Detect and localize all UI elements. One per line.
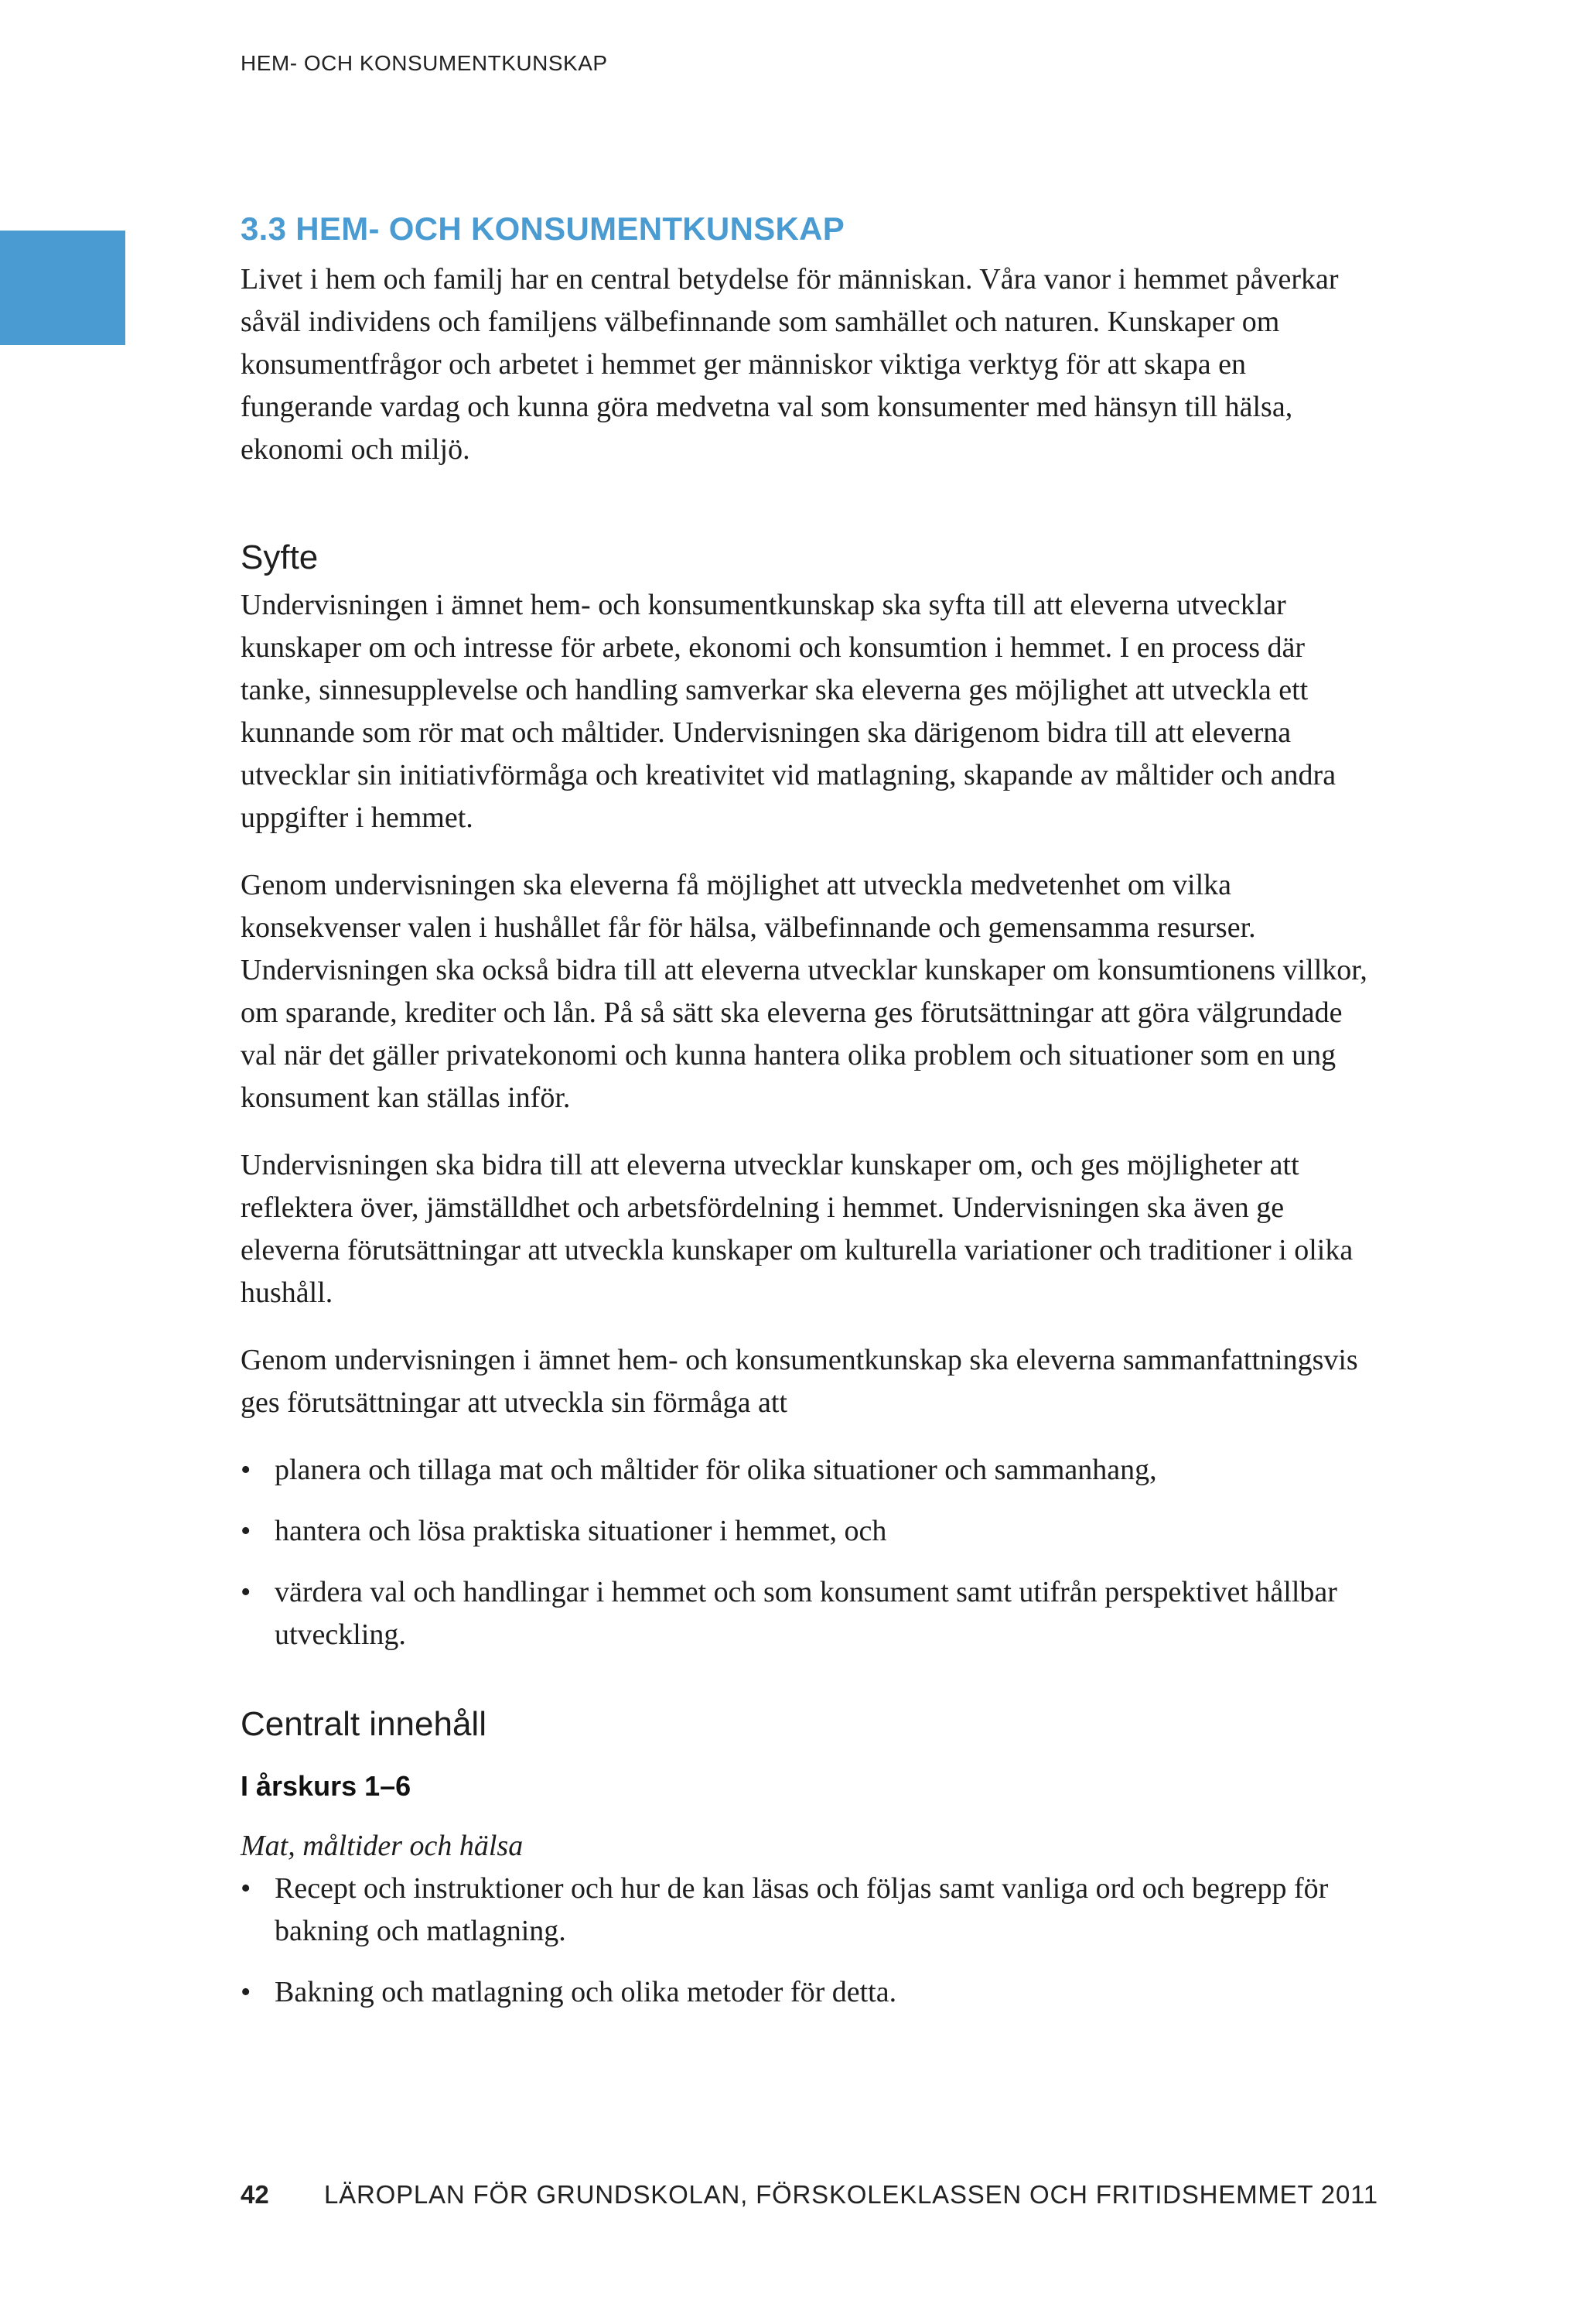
page-footer	[241, 2180, 1378, 2210]
topic-heading: Mat, måltider och hälsa	[241, 1830, 524, 1862]
main-content	[241, 207, 1377, 2032]
syfte-paragraph-3: Undervisningen ska bidra till att eleverna utvecklar kunskaper om, och ges möjligheter att reflektera över, jämställdhet och arbetsfördelning i hemmet. Undervisningen ska även ge eleverna förutsättningar att utveckla kunskaper om kulturella variationer och traditioner i olika hushåll.	[241, 1149, 1354, 1309]
syfte-heading: Syfte	[241, 538, 319, 576]
syfte-paragraph-4: Genom undervisningen i ämnet hem- och konsumentkunskap ska eleverna sammanfattningsvis ges förutsättningar att utveckla sin förmåga att	[241, 1344, 1358, 1419]
footer-title: LÄROPLAN FÖR GRUNDSKOLAN, FÖRSKOLEKLASSEN OCH FRITIDSHEMMET 2011	[324, 2180, 1378, 2209]
syfte-paragraph-2: Genom undervisningen ska eleverna få möjlighet att utveckla medvetenhet om vilka konsekvenser valen i hushållet får för hälsa, välbefinnande och gemensamma resurser. Undervisningen ska också bidra till att eleverna utvecklar kunskaper om konsumtionens villkor, om sparande, krediter och lån. På så sätt ska eleverna ges förutsättningar att göra välgrundade val när det gäller privatekonomi och kunna hantera olika problem och situationer som en ung konsument kan ställas inför.	[241, 869, 1367, 1114]
list-item: • Bakning och matlagning och olika metoder för detta.	[241, 1971, 1377, 2014]
syfte-bullet-list	[241, 1449, 1377, 1656]
grade-heading: I årskurs 1–6	[241, 1770, 411, 1802]
list-item: • värdera val och handlingar i hemmet och som konsument samt utifrån perspektivet hållbar utveckling.	[241, 1571, 1377, 1656]
list-item: • planera och tillaga mat och måltider för olika situationer och sammanhang,	[241, 1449, 1377, 1492]
section-tab-marker	[0, 231, 125, 345]
list-item: • Recept och instruktioner och hur de kan läsas och följas samt vanliga ord och begrepp för bakning och matlagning.	[241, 1868, 1377, 1953]
intro-paragraph: Livet i hem och familj har en central betydelse för människan. Våra vanor i hemmet påverkar såväl individens och familjens välbefinnande som samhället och naturen. Kunskaper om konsumentfrågor och arbetet i hemmet ger människor viktiga verktyg för att skapa en fungerande vardag och kunna göra medvetna val som konsumenter med hänsyn till hälsa, ekonomi och miljö.	[241, 263, 1339, 466]
centralt-innehall-heading: Centralt innehåll	[241, 1705, 486, 1743]
section-title: 3.3 HEM- OCH KONSUMENTKUNSKAP	[241, 210, 845, 247]
centralt-bullet-list	[241, 1868, 1377, 2014]
page-number: 42	[241, 2180, 269, 2209]
running-head: HEM- OCH KONSUMENTKUNSKAP	[241, 51, 608, 75]
list-item: • hantera och lösa praktiska situationer i hemmet, och	[241, 1510, 1377, 1553]
syfte-paragraph-1: Undervisningen i ämnet hem- och konsumentkunskap ska syfta till att eleverna utvecklar kunskaper om och intresse för arbete, ekonomi och konsumtion i hemmet. I en process där tanke, sinnesupplevelse och handling samverkar ska eleverna ges möjlighet att utveckla ett kunnande som rör mat och måltider. Undervisningen ska därigenom bidra till att eleverna utvecklar sin initiativförmåga och kreativitet vid matlagning, skapande av måltider och andra uppgifter i hemmet.	[241, 589, 1336, 834]
